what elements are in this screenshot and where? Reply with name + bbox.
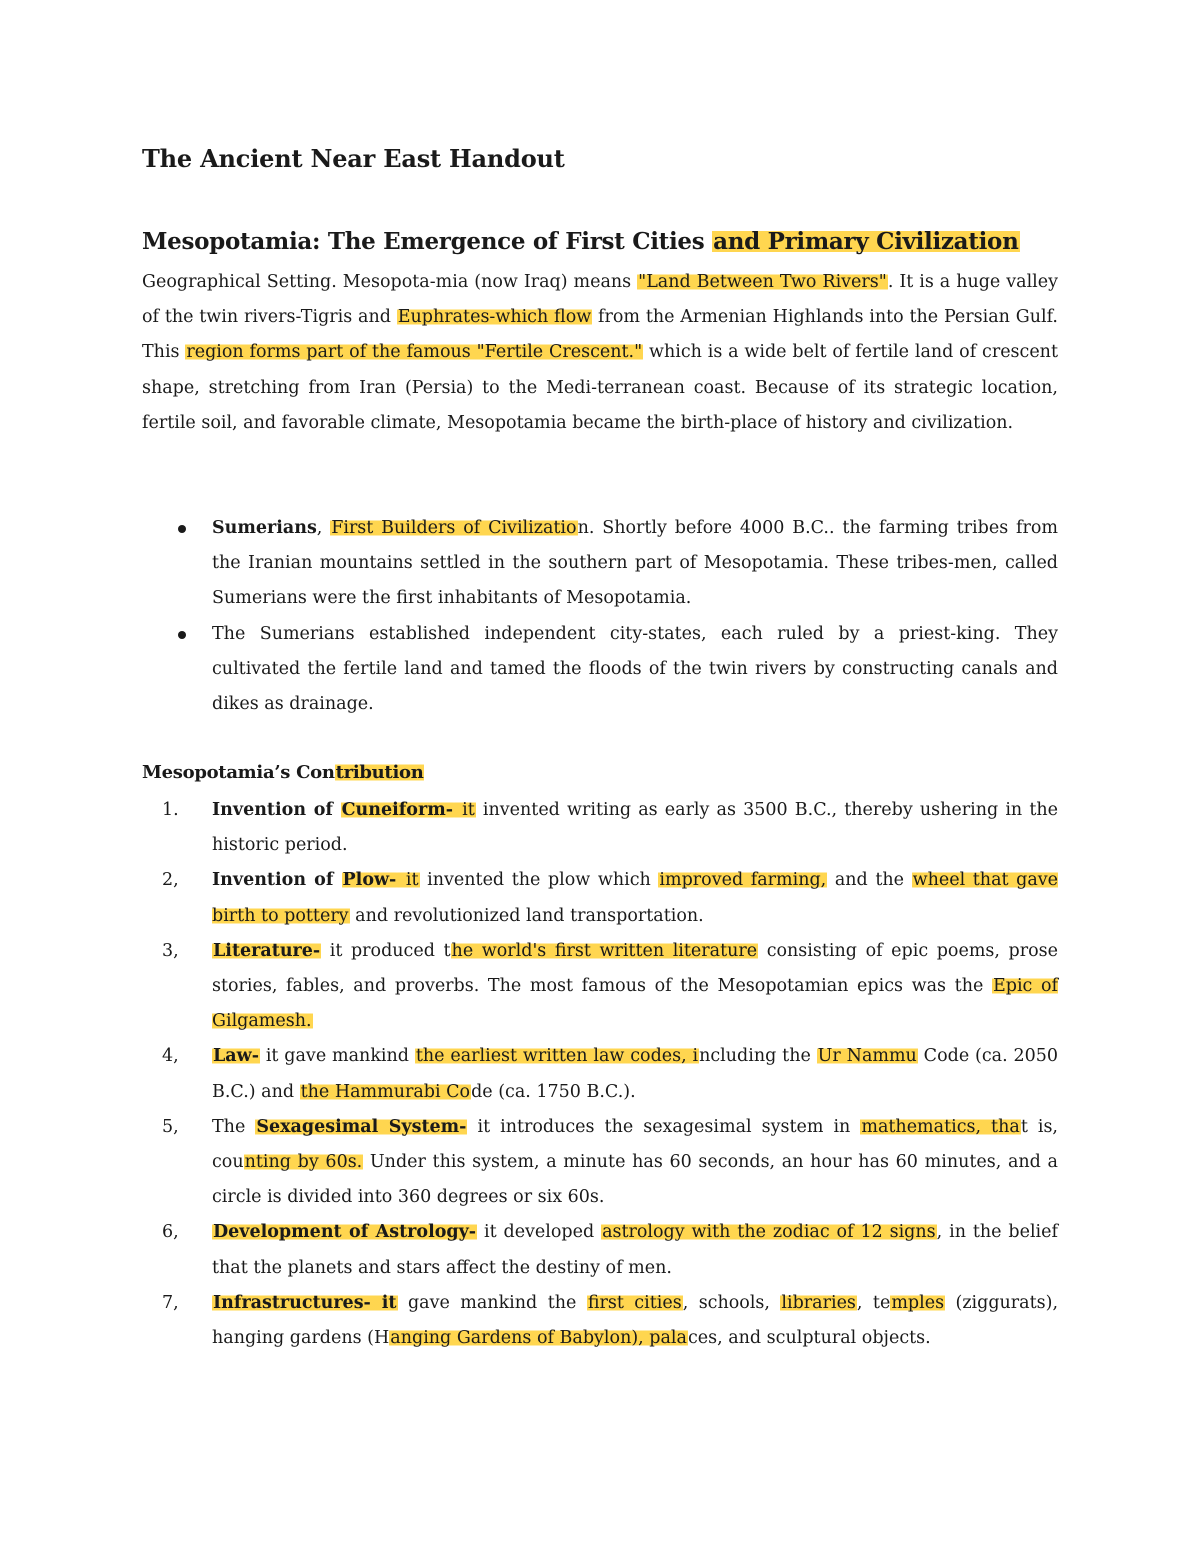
contribution-heading xyxy=(142,762,424,783)
highlighted-text: wheel that gave birth to pottery xyxy=(212,870,1059,926)
highlighted-text: and Primary Civilization xyxy=(713,228,1019,255)
highlighted-text: he world's first written literature xyxy=(451,940,758,961)
highlighted-text: improved farming, xyxy=(659,870,827,891)
bullet-list xyxy=(142,511,1058,722)
highlighted-text: it xyxy=(398,870,419,891)
list-text: Code (ca. 2050 B.C.) and xyxy=(212,1046,1059,1102)
list-text: de (ca. 1750 B.C.). xyxy=(471,1081,636,1102)
section-heading-text: Mesopotamia: The Emergence of First Cities xyxy=(142,228,713,255)
list-text: and the xyxy=(827,870,912,891)
list-text: The Sumerians established independent city-states, each ruled by a priest-king. They cultivated the fertile land and tamed the floods of the twin rivers by constructing canals and dikes as drainage. xyxy=(212,623,1058,715)
highlighted-text: Development of Astrology- xyxy=(213,1222,477,1243)
intro-text: . It is a huge valley of the twin rivers-Tigris and xyxy=(142,272,1059,328)
bold-term: Invention of xyxy=(212,800,341,820)
contribution-list xyxy=(142,793,1058,1356)
list-item xyxy=(142,1039,1058,1109)
highlighted-text: Cuneiform- xyxy=(341,800,453,820)
list-text: , in the belief that the planets and stars affect the destiny of men. xyxy=(212,1222,1058,1278)
intro-text: which is a wide belt of fertile land of crescent shape, stretching from Iran (Persia) to the Medi-terranean coast. Because of its strategic location, fertile soil, and favorable climate, Mesopotamia became the birth-place of history and civilization. xyxy=(142,342,1058,433)
list-text: ncluding the xyxy=(699,1046,817,1067)
list-text: invented writing as early as 3500 B.C., thereby ushering in the historic period. xyxy=(212,800,1058,856)
highlighted-text: mples xyxy=(891,1292,945,1313)
highlighted-text: Literature- xyxy=(213,940,321,961)
list-number: 4, xyxy=(162,1046,179,1067)
highlighted-text: First Builders of Civilizatio xyxy=(331,518,577,538)
list-text: and revolutionized land transportation. xyxy=(349,905,704,926)
intro-text: Geographical Setting. Mesopota-mia (now Iraq) means xyxy=(142,272,638,292)
bullet-icon xyxy=(178,631,186,639)
list-text: n. Shortly before 4000 B.C.. the farming tribes from the Iranian mountains settled in the southern part of Mesopotamia. These tribes-men, called Sumerians were the first inhabitants of Mesopotamia. xyxy=(212,518,1058,609)
intro-text: from the Armenian Highlands into the Persian Gulf. This xyxy=(142,307,1058,363)
list-text: , schools, xyxy=(682,1292,781,1313)
bold-term: Invention of xyxy=(212,870,342,891)
list-number: 3, xyxy=(162,940,179,961)
bold-term: Sumerians xyxy=(212,518,317,538)
list-item xyxy=(142,793,1058,863)
list-item xyxy=(142,1215,1058,1285)
document-title: The Ancient Near East Handout xyxy=(142,144,565,173)
highlighted-text: region forms part of the famous "Fertile Crescent." xyxy=(186,342,643,363)
highlighted-text: first cities xyxy=(587,1292,682,1313)
list-item xyxy=(142,863,1058,933)
highlighted-text: Infrastructures- it xyxy=(213,1292,397,1313)
highlighted-text: the Hammurabi Co xyxy=(300,1081,471,1102)
list-item xyxy=(142,934,1058,1040)
highlighted-text: Euphrates-which flow xyxy=(397,307,592,328)
list-item xyxy=(142,617,1058,723)
bullet-icon xyxy=(178,525,186,533)
highlighted-text: Plow- xyxy=(342,870,397,891)
list-item xyxy=(142,511,1058,617)
list-text: The xyxy=(212,1116,256,1137)
highlighted-text: nting by 60s. xyxy=(244,1152,363,1173)
list-text: it gave mankind xyxy=(259,1046,415,1067)
highlighted-text: tribution xyxy=(335,762,424,783)
list-text: it developed xyxy=(477,1222,602,1243)
list-text: , te xyxy=(856,1292,891,1313)
list-number: 2, xyxy=(162,870,179,891)
list-text: , xyxy=(316,518,331,538)
list-text: ces, and sculptural objects. xyxy=(687,1328,931,1349)
highlighted-text: Law- xyxy=(213,1046,259,1067)
list-number: 7, xyxy=(162,1292,179,1313)
list-number: 1. xyxy=(162,800,179,820)
highlighted-text: Sexagesimal System- xyxy=(256,1116,467,1137)
list-text: gave mankind the xyxy=(397,1292,587,1313)
highlighted-text: Ur Nammu xyxy=(817,1046,917,1067)
highlighted-text: Epic of Gilgamesh. xyxy=(212,976,1058,1032)
list-text: it introduces the sexagesimal system in xyxy=(467,1116,861,1137)
highlighted-text: it xyxy=(454,800,475,820)
highlighted-text: "Land Between Two Rivers" xyxy=(638,272,887,292)
heading-text: Mesopotamia’s Con xyxy=(142,762,335,783)
list-text: it produced t xyxy=(321,940,451,961)
highlighted-text: astrology with the zodiac of 12 signs xyxy=(602,1222,936,1243)
list-text: Under this system, a minute has 60 seconds, an hour has 60 minutes, and a circle is divided into 360 degrees or six 60s. xyxy=(212,1152,1058,1208)
list-number: 6, xyxy=(162,1222,179,1243)
highlighted-text: the earliest written law codes, i xyxy=(415,1046,699,1067)
list-text: consisting of epic poems, prose stories, fables, and proverbs. The most famous of the Mesopotamian epics was the xyxy=(212,940,1058,997)
list-item xyxy=(142,1286,1058,1356)
list-text: (ziggurats), hanging gardens (H xyxy=(212,1292,1059,1349)
list-number: 5, xyxy=(162,1116,179,1137)
highlighted-text: mathematics, tha xyxy=(861,1116,1020,1137)
highlighted-text: libraries xyxy=(781,1292,856,1313)
list-item xyxy=(142,1110,1058,1216)
list-text: t is, cou xyxy=(212,1116,1058,1173)
section-heading xyxy=(142,228,1020,255)
highlighted-text: anging Gardens of Babylon), pala xyxy=(390,1328,687,1349)
intro-paragraph xyxy=(142,265,1058,441)
list-text: invented the plow which xyxy=(419,870,659,891)
